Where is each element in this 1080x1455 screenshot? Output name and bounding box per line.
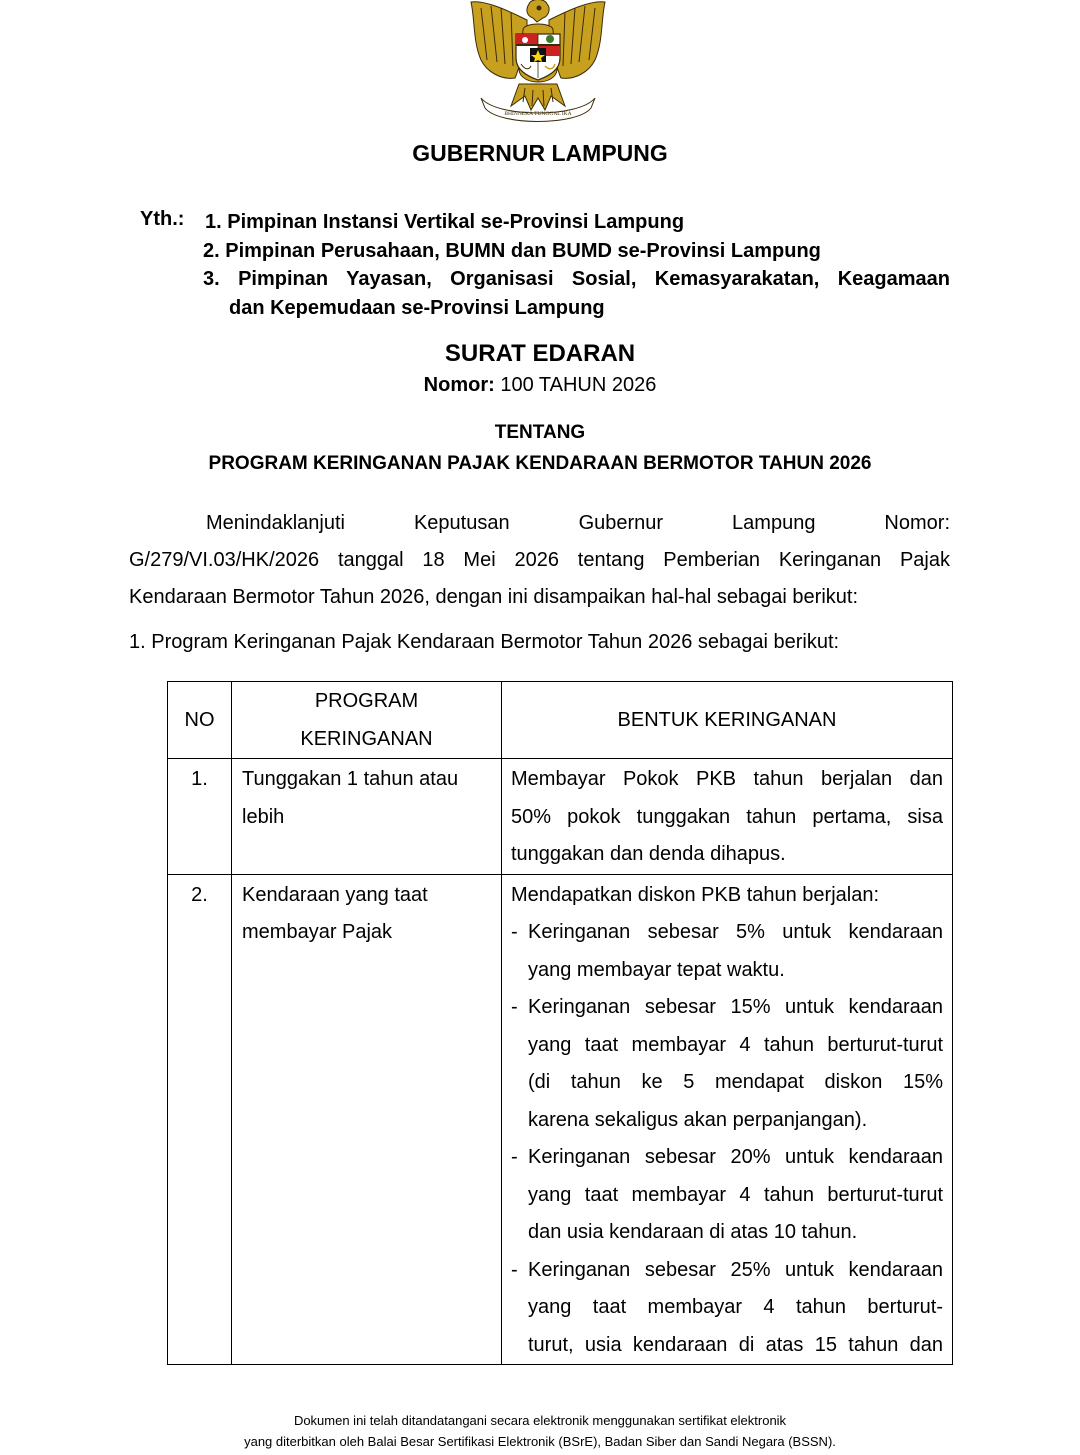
bullet-line: karena sekaligus akan perpanjangan). — [528, 1108, 868, 1131]
row-program-line-1: Kendaraan yang taat — [242, 883, 428, 906]
bullet-dash: - — [511, 996, 518, 1018]
tentang-label: TENTANG — [494, 422, 586, 443]
row-program-line-2: lebih — [242, 805, 285, 828]
bullet-line: yang taat membayar 4 tahun berturut-turut — [528, 1033, 943, 1056]
bentuk-line: Membayar Pokok PKB tahun berjalan dan — [511, 768, 943, 790]
bullet-item — [511, 989, 943, 1139]
garuda-emblem — [467, 0, 609, 128]
table-row — [168, 874, 953, 1365]
bullet-dash: - — [511, 1146, 518, 1168]
bullet-line: yang taat membayar 4 tahun berturut-turut — [528, 1183, 943, 1206]
bullet-line: yang taat membayar 4 tahun berturut- — [528, 1296, 943, 1318]
bullet-line: Keringanan sebesar 20% untuk kendaraan — [528, 1146, 943, 1168]
bullet-dash: - — [511, 1258, 518, 1281]
recipient-text: Pimpinan Perusahaan, BUMN dan BUMD se-Provinsi Lampung — [225, 240, 821, 262]
recipient-item-3-continuation: dan Kepemudaan se-Provinsi Lampung — [229, 297, 605, 319]
table-header-row — [168, 682, 953, 759]
bullet-line: turut, usia kendaraan di atas 15 tahun dan — [528, 1333, 943, 1356]
recipient-label: Yth.: — [140, 208, 185, 230]
emblem-motto: BHINNEKA TUNGGAL IKA — [504, 111, 572, 117]
row-program-line-1: Tunggakan 1 tahun atau — [242, 768, 459, 790]
row-program-line-2: membayar Pajak — [242, 921, 393, 943]
row-program — [232, 759, 502, 875]
footer-signature-note-2: yang diterbitkan oleh Balai Besar Sertifikasi Elektronik (BSrE), Badan Siber dan Sandi Negara (BSSN). — [244, 1434, 836, 1449]
bullet-dash: - — [511, 921, 518, 943]
recipient-num: 2. — [203, 240, 220, 262]
header-no: NO — [168, 682, 232, 759]
governor-title: GUBERNUR LAMPUNG — [412, 140, 668, 166]
bullet-item — [511, 1139, 943, 1252]
recipient-item-2 — [203, 237, 821, 266]
bullet-line: yang membayar tepat waktu. — [528, 958, 785, 981]
bentuk-line: 50% pokok tunggakan tahun pertama, sisa — [511, 805, 943, 828]
intro-paragraph — [129, 505, 950, 616]
bullet-item — [511, 914, 943, 989]
header-program — [232, 682, 502, 759]
letter-number-label: Nomor: — [423, 374, 495, 396]
bentuk-line: tunggakan dan denda dihapus. — [511, 843, 786, 865]
bullet-line: Keringanan sebesar 15% untuk kendaraan — [528, 996, 943, 1018]
table-row — [168, 759, 953, 875]
intro-line-2: G/279/VI.03/HK/2026 tanggal 18 Mei 2026 tentang Pemberian Keringanan Pajak — [129, 549, 950, 571]
row-no: 1. — [168, 759, 232, 875]
row-no: 2. — [168, 874, 232, 1365]
bentuk-intro: Mendapatkan diskon PKB tahun berjalan: — [511, 883, 880, 906]
bullet-item — [511, 1252, 943, 1365]
bullet-line: (di tahun ke 5 mendapat diskon 15% — [528, 1071, 943, 1093]
bullet-line: Keringanan sebesar 25% untuk kendaraan — [528, 1258, 943, 1281]
letter-type: SURAT EDARAN — [444, 340, 636, 367]
letter-number — [0, 374, 1080, 397]
bullet-line: Keringanan sebesar 5% untuk kendaraan — [528, 921, 943, 943]
recipient-num: 1. — [205, 211, 222, 233]
recipient-text: Pimpinan Instansi Vertikal se-Provinsi Lampung — [227, 211, 685, 233]
row-bentuk — [502, 874, 953, 1365]
garuda-emblem-graphic — [467, 0, 609, 128]
letter-subject: PROGRAM KERINGANAN PAJAK KENDARAAN BERMOTOR TAHUN 2026 — [208, 453, 872, 474]
letter-number-value: 100 TAHUN 2026 — [500, 374, 657, 396]
intro-line-3: Kendaraan Bermotor Tahun 2026, dengan ini disampaikan hal-hal sebagai berikut: — [129, 586, 859, 608]
header-bentuk: BENTUK KERINGANAN — [502, 682, 953, 759]
intro-line-1: Menindaklanjuti Keputusan Gubernur Lampung Nomor: — [206, 512, 950, 534]
recipient-num: 3. — [203, 268, 220, 290]
header-program-line-2: KERINGANAN — [300, 728, 433, 750]
footer-signature-note-1: Dokumen ini telah ditandatangani secara elektronik menggunakan sertifikat elektronik — [293, 1413, 787, 1428]
recipient-text: Pimpinan Yayasan, Organisasi Sosial, Kemasyarakatan, Keagamaan — [238, 268, 951, 290]
row-program — [232, 874, 502, 1365]
bullet-line: dan usia kendaraan di atas 10 tahun. — [528, 1221, 858, 1243]
relief-program-table — [167, 681, 953, 1365]
point-1: 1. Program Keringanan Pajak Kendaraan Bermotor Tahun 2026 sebagai berikut: — [129, 631, 840, 653]
row-bentuk — [502, 759, 953, 875]
header-program-line-1: PROGRAM — [314, 690, 419, 712]
recipient-item-3 — [203, 265, 950, 294]
recipient-item-1 — [205, 208, 684, 237]
